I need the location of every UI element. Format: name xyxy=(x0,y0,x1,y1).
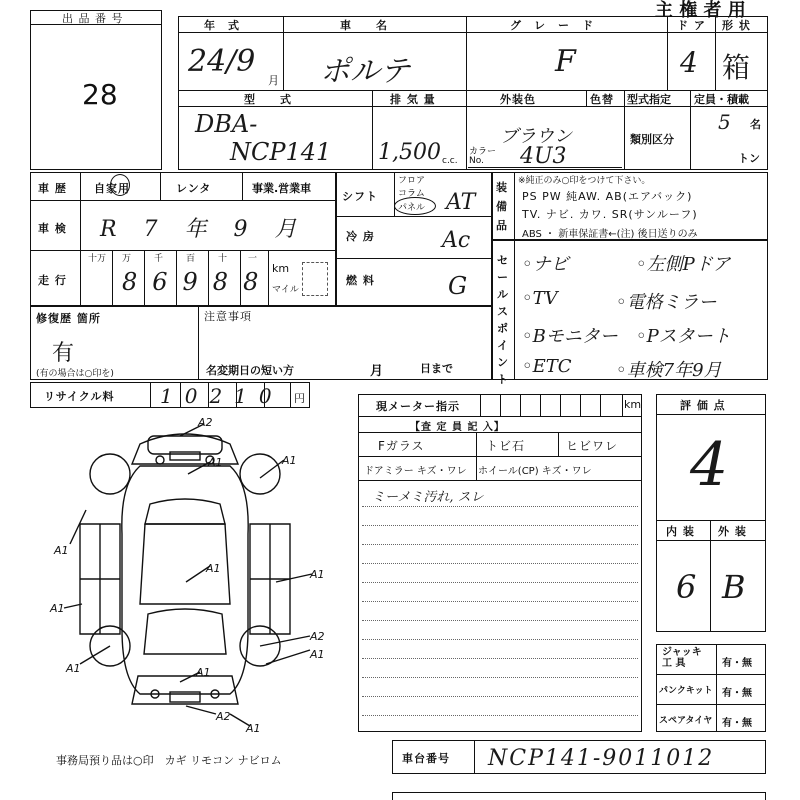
interior-value: 6 xyxy=(676,568,697,606)
color-no-label: カラー No. xyxy=(469,147,497,166)
mileage-unit-km: km xyxy=(272,262,290,275)
shift-floor[interactable]: フロア xyxy=(398,176,426,186)
mileage-label: 走 行 xyxy=(38,274,67,287)
damage-mark: A1 xyxy=(208,456,223,469)
digit-label: 百 xyxy=(186,254,196,264)
model-label: 型 式 xyxy=(244,93,292,106)
sales-point: ◦TV xyxy=(522,288,558,309)
repair-value: 有 xyxy=(52,341,75,366)
inspection-label: 車 検 xyxy=(38,222,67,235)
history-private[interactable]: 自家用 xyxy=(94,182,130,195)
remark-line xyxy=(362,525,638,526)
bottom-box xyxy=(392,792,766,800)
recycle-value: 10210 xyxy=(160,384,284,408)
ac-label: 冷 房 xyxy=(346,230,375,243)
remark-line xyxy=(362,715,638,716)
damage-mark: A1 xyxy=(66,662,81,675)
model-value-1: DBA- xyxy=(195,110,258,138)
year-label: 年 式 xyxy=(204,19,240,32)
remark-line xyxy=(362,582,638,583)
damage-mark: A1 xyxy=(246,722,261,735)
history-business[interactable]: 事業.営業車 xyxy=(252,182,312,195)
remark-line xyxy=(362,601,638,602)
spare-option[interactable]: 有・無 xyxy=(722,718,752,729)
sales-point: ◦Bモニター xyxy=(522,326,618,347)
digit-label: 一 xyxy=(248,254,258,264)
shift-circle xyxy=(394,197,436,215)
fuel-label: 燃 料 xyxy=(346,274,375,287)
damage-mark: A1 xyxy=(206,562,221,575)
repair-label: 修復歴 箇所 xyxy=(36,312,101,325)
meter-label: 現メーター指示 xyxy=(376,400,460,413)
puncture-label: パンクキット xyxy=(659,686,713,696)
displacement-value: 1,500 xyxy=(378,140,441,165)
wheel-label: ホイール(CP) キズ・ワレ xyxy=(478,466,592,477)
displacement-label: 排 気 量 xyxy=(390,93,436,106)
equipment-line1: PS PW 純AW. AB(エアバック) xyxy=(522,190,693,203)
color-no-value: 4U3 xyxy=(520,144,567,169)
mile-checkbox[interactable] xyxy=(302,262,328,296)
model-value-2: NCP141 xyxy=(230,138,332,166)
top-title: 主 権 者 用 xyxy=(655,0,746,21)
shift-panel[interactable]: パネル xyxy=(398,203,426,213)
damage-mark: A1 xyxy=(310,648,325,661)
name-value: ポルテ xyxy=(320,54,410,89)
mileage-unit-mile: マイル xyxy=(272,285,299,295)
digit-label: 万 xyxy=(122,254,132,264)
displacement-unit: c.c. xyxy=(442,156,458,166)
damage-mark: A2 xyxy=(198,416,213,429)
grade-label: グ レ ー ド xyxy=(510,19,594,32)
year-unit: 月 xyxy=(268,74,279,87)
notes-label: 注意事項 xyxy=(204,310,252,323)
fuel-value: G xyxy=(448,272,468,300)
short-change-label: 名変期日の短い方 xyxy=(206,364,294,377)
damage-mark: A1 xyxy=(50,602,65,615)
door-label: ド ア xyxy=(677,19,706,32)
digit-label: 十 xyxy=(218,254,228,264)
crack-label: ヒビワレ xyxy=(566,439,619,453)
capacity-value: 5 xyxy=(718,110,731,134)
sales-points-label: セールスポイント xyxy=(497,254,509,386)
sales-point: ◦左側Pドア xyxy=(636,254,731,275)
shift-label: シフト xyxy=(342,190,378,203)
meter-unit: km xyxy=(624,398,642,411)
repair-note: (有の場合は○印を) xyxy=(36,369,114,379)
sales-point: ◦電格ミラー xyxy=(616,292,717,313)
exterior-label: 外 装 xyxy=(718,525,747,538)
name-label: 車 名 xyxy=(340,19,388,32)
remark-line xyxy=(362,620,638,621)
year-value: 24/9 xyxy=(188,44,256,79)
chassis-value: NCP141-9011012 xyxy=(488,746,715,771)
equipment-line3: ABS ・ 新車保証書←(注) 後日送りのみ xyxy=(522,229,698,240)
damage-mark: A1 xyxy=(310,568,325,581)
shape-label: 形 状 xyxy=(722,19,751,32)
shift-column[interactable]: コラム xyxy=(398,189,425,199)
glass-label: Fガラス xyxy=(378,439,425,453)
mirror-label: ドアミラー キズ・ワレ xyxy=(364,466,467,477)
damage-mark: A2 xyxy=(216,710,231,723)
evaluation-label: 評 価 点 xyxy=(680,399,726,412)
sales-point: ◦Pスタート xyxy=(636,326,731,347)
remark-line xyxy=(362,544,638,545)
car-diagram xyxy=(20,414,350,744)
type-designation-label: 型式指定 xyxy=(627,93,671,106)
recycle-label: リサイクル料 xyxy=(44,390,115,403)
day-until-label: 日まで xyxy=(420,362,453,375)
interior-label: 内 装 xyxy=(666,525,695,538)
sales-point: ◦ナビ xyxy=(522,254,569,275)
remark-line xyxy=(362,696,638,697)
lot-label: 出 品 番 号 xyxy=(62,12,124,25)
spare-label: スペアタイヤ xyxy=(659,716,713,726)
history-label: 車 歴 xyxy=(38,182,67,195)
history-rental[interactable]: レンタ xyxy=(176,182,212,195)
ac-value: Ac xyxy=(442,228,471,253)
capacity-unit-persons: 名 xyxy=(750,118,761,131)
history-private-circle xyxy=(110,174,130,196)
class-label: 類別区分 xyxy=(630,133,674,146)
chassis-label: 車台番号 xyxy=(402,752,450,765)
damage-mark: A1 xyxy=(196,666,211,679)
inspection-value: R 7 年 9 月 xyxy=(100,217,307,242)
equipment-note: ※純正のみ○印をつけて下さい。 xyxy=(518,176,651,186)
color-value: ブラウン xyxy=(500,126,572,147)
remark-line xyxy=(362,639,638,640)
lot-number: 28 xyxy=(82,78,118,111)
damage-mark: A2 xyxy=(310,630,325,643)
sales-point: ◦車検7年9月 xyxy=(616,360,722,381)
remark-line xyxy=(362,658,638,659)
month-label: 月 xyxy=(370,364,385,379)
recolor-label: 色替 xyxy=(590,93,614,106)
equipment-label: 装備品 xyxy=(496,181,508,232)
capacity-unit-tons: トン xyxy=(738,152,760,165)
remark-line xyxy=(362,677,638,678)
stone-label: トビ石 xyxy=(486,439,526,453)
color-label: 外装色 xyxy=(500,93,536,106)
jack-label: ジャッキ 工 具 xyxy=(662,647,702,669)
capacity-label: 定員・積載 xyxy=(694,93,749,106)
damage-mark: A1 xyxy=(54,544,69,557)
recycle-unit: 円 xyxy=(294,392,305,405)
mileage-value: 86988 xyxy=(122,268,274,296)
puncture-option[interactable]: 有・無 xyxy=(722,688,752,699)
meter-remark: ミーメミ汚れ, スレ xyxy=(372,490,484,505)
equipment-line2: TV. ナビ. カワ. SR(サンルーフ) xyxy=(522,208,698,221)
digit-label: 千 xyxy=(154,254,164,264)
grade-value: F xyxy=(555,44,576,79)
shape-value: 箱 xyxy=(722,51,751,84)
exterior-value: B xyxy=(722,568,746,606)
inspector-label: 【査 定 員 記 入】 xyxy=(410,422,505,433)
jack-option[interactable]: 有・無 xyxy=(722,658,752,669)
sales-point: ◦ETC xyxy=(522,356,572,377)
evaluation-score: 4 xyxy=(690,430,729,500)
remark-line xyxy=(362,563,638,564)
remark-line xyxy=(362,506,638,507)
diagram-footer: 事務局預り品は○印 カギ リモコン ナビロム xyxy=(56,754,282,767)
damage-mark: A1 xyxy=(282,454,297,467)
door-value: 4 xyxy=(680,46,698,79)
digit-label: 十万 xyxy=(88,254,107,264)
shift-value: AT xyxy=(446,190,476,215)
